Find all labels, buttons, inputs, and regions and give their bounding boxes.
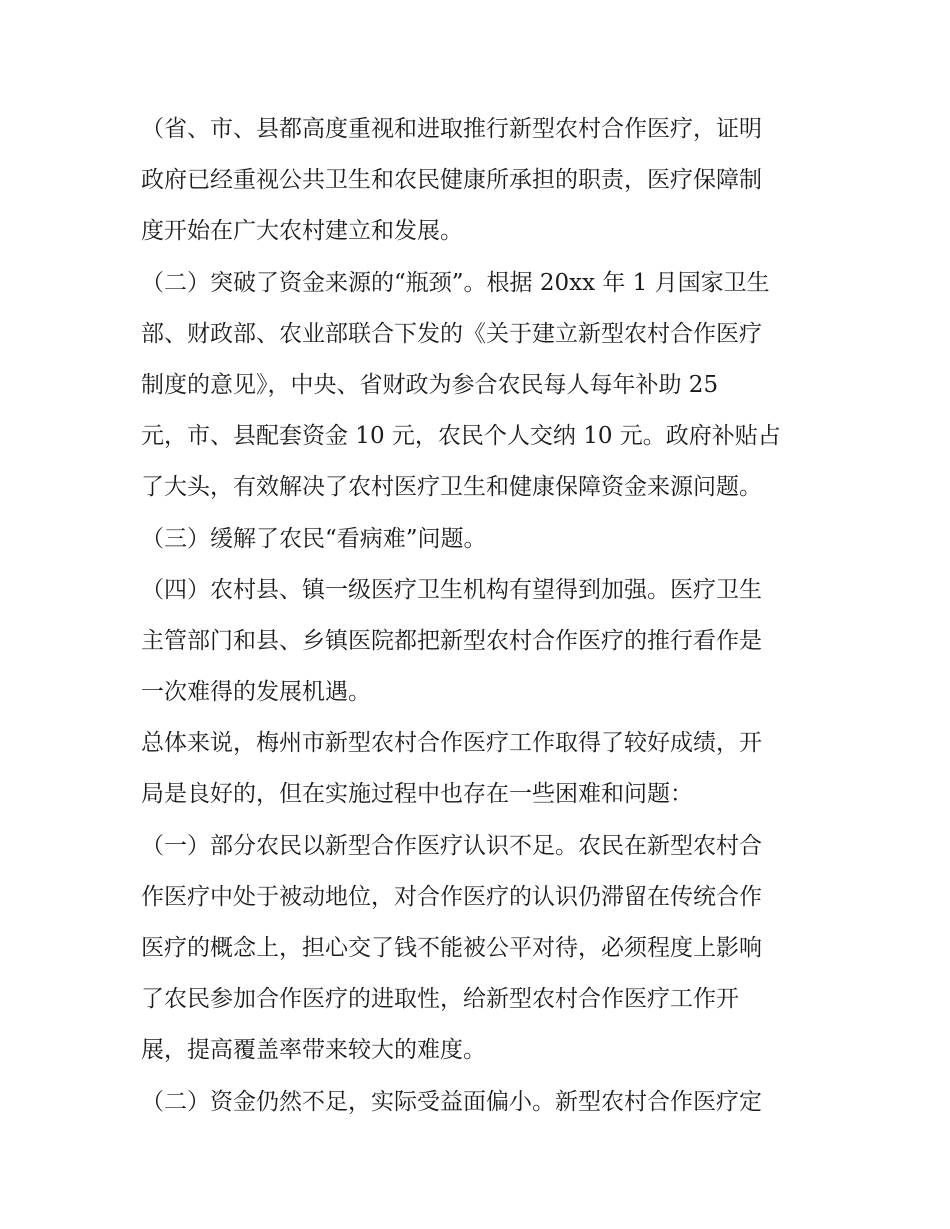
- text-line: 作医疗中处于被动地位，对合作医疗的认识仍滞留在传统合作: [141, 883, 762, 910]
- text-line: 总体来说，梅州市新型农村合作医疗工作取得了较好成绩，开: [141, 730, 762, 757]
- text-line: 主管部门和县、乡镇医院都把新型农村合作医疗的推行看作是: [141, 627, 762, 654]
- text-line: （省、市、县都高度重视和进取推行新型农村合作医疗，证明: [141, 116, 762, 142]
- text-line: 展，提高覆盖率带来较大的难度。: [141, 1037, 486, 1064]
- text-line: （一）部分农民以新型合作医疗认识不足。农民在新型农村合: [141, 832, 762, 859]
- text-line: （二）突破了资金来源的“瓶颈”。根据 20xx 年 1 月国家卫生: [141, 269, 770, 296]
- document-body: [141, 104, 821, 1128]
- text-line: 局是良好的，但在实施过程中也存在一些困难和问题：: [141, 781, 693, 808]
- text-line: （三）缓解了农民“看病难”问题。: [141, 525, 487, 552]
- text-line: 政府已经重视公共卫生和农民健康所承担的职责，医疗保障制: [141, 167, 762, 194]
- text-line: 了农民参加合作医疗的进取性，给新型农村合作医疗工作开: [141, 986, 739, 1013]
- text-line: （四）农村县、镇一级医疗卫生机构有望得到加强。医疗卫生: [141, 576, 762, 603]
- text-line: 度开始在广大农村建立和发展。: [141, 218, 463, 245]
- text-line: 制度的意见》，中央、省财政为参合农民每人每年补助 25: [141, 371, 719, 398]
- text-line: 一次难得的发展机遇。: [141, 679, 371, 706]
- text-line: 医疗的概念上，担心交了钱不能被公平对待，必须程度上影响: [141, 935, 762, 961]
- text-line: （二）资金仍然不足，实际受益面偏小。新型农村合作医疗定: [141, 1088, 762, 1115]
- text-line: 了大头，有效解决了农村医疗卫生和健康保障资金来源问题。: [141, 474, 762, 501]
- text-line: 部、财政部、农业部联合下发的《关于建立新型农村合作医疗: [141, 320, 762, 347]
- text-line: 元，市、县配套资金 10 元，农民个人交纳 10 元。政府补贴占: [141, 423, 781, 450]
